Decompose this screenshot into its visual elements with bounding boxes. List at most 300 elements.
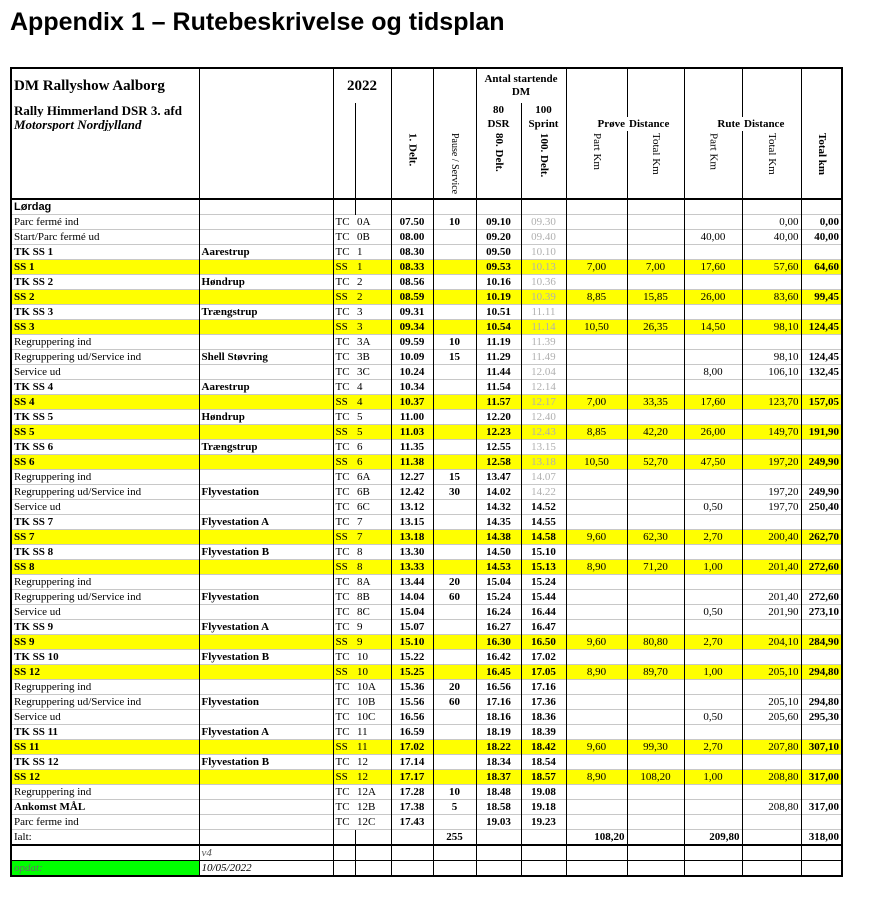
- row-pause: [433, 530, 476, 545]
- row-time-100-delt: 15.13: [521, 560, 566, 575]
- row-time-1-delt: 17.43: [391, 815, 433, 830]
- row-time-80-delt: 18.58: [476, 800, 521, 815]
- table-row: [11, 560, 842, 575]
- row-pause: [433, 395, 476, 410]
- row-rute-part-km: 14,50: [684, 320, 742, 335]
- row-pause: 30: [433, 485, 476, 500]
- row-pause: [433, 665, 476, 680]
- row-time-1-delt: 13.15: [391, 515, 433, 530]
- row-control-no: 11: [355, 740, 391, 755]
- row-prove-part-km: [566, 590, 627, 605]
- table-row: [11, 620, 842, 635]
- row-name: Regruppering ind: [11, 575, 199, 590]
- row-pause: [433, 755, 476, 770]
- row-prove-total-km: [627, 470, 684, 485]
- row-time-1-delt: 08.33: [391, 260, 433, 275]
- row-rute-total-km: 197,20: [742, 455, 801, 470]
- row-prove-total-km: 15,85: [627, 290, 684, 305]
- row-prove-total-km: [627, 650, 684, 665]
- totals-label: Ialt:: [11, 830, 199, 846]
- row-rute-part-km: [684, 815, 742, 830]
- row-time-80-delt: 11.29: [476, 350, 521, 365]
- row-control-no: 4: [355, 380, 391, 395]
- table-row: [11, 500, 842, 515]
- updated-label: opdat:: [11, 861, 199, 877]
- row-total-km: [801, 755, 842, 770]
- row-time-80-delt: 12.58: [476, 455, 521, 470]
- totals-prove: 108,20: [566, 830, 627, 846]
- row-control-type: TC: [333, 515, 355, 530]
- col-total-km-1: Total Km: [650, 133, 662, 175]
- row-rute-part-km: [684, 575, 742, 590]
- row-rute-part-km: 26,00: [684, 290, 742, 305]
- row-total-km: [801, 680, 842, 695]
- row-time-1-delt: 15.07: [391, 620, 433, 635]
- row-time-100-delt: 12.14: [521, 380, 566, 395]
- row-pause: 10: [433, 335, 476, 350]
- row-pause: [433, 770, 476, 785]
- row-total-km: 272,60: [801, 590, 842, 605]
- row-time-80-delt: 11.57: [476, 395, 521, 410]
- row-name: SS 3: [11, 320, 199, 335]
- row-name: SS 5: [11, 425, 199, 440]
- row-rute-total-km: [742, 650, 801, 665]
- row-time-80-delt: 12.20: [476, 410, 521, 425]
- row-prove-part-km: 10,50: [566, 455, 627, 470]
- row-location: Flyvestation B: [199, 755, 333, 770]
- row-rute-part-km: 0,50: [684, 605, 742, 620]
- row-control-no: 2: [355, 275, 391, 290]
- row-time-1-delt: 09.59: [391, 335, 433, 350]
- table-row: [11, 485, 842, 500]
- row-rute-total-km: [742, 245, 801, 260]
- table-row: [11, 290, 842, 305]
- row-control-type: SS: [333, 740, 355, 755]
- row-time-80-delt: 12.55: [476, 440, 521, 455]
- table-row: [11, 695, 842, 710]
- row-rute-total-km: 106,10: [742, 365, 801, 380]
- row-name: TK SS 9: [11, 620, 199, 635]
- row-time-80-delt: 18.37: [476, 770, 521, 785]
- row-total-km: [801, 275, 842, 290]
- row-control-no: 8: [355, 560, 391, 575]
- row-time-80-delt: 10.19: [476, 290, 521, 305]
- totals-rute: 209,80: [684, 830, 742, 846]
- row-time-100-delt: 12.43: [521, 425, 566, 440]
- row-control-no: 3C: [355, 365, 391, 380]
- row-time-100-delt: 17.05: [521, 665, 566, 680]
- row-rute-part-km: [684, 785, 742, 800]
- row-control-type: TC: [333, 485, 355, 500]
- row-control-type: TC: [333, 590, 355, 605]
- row-control-no: 12: [355, 770, 391, 785]
- row-pause: [433, 320, 476, 335]
- row-control-type: TC: [333, 710, 355, 725]
- row-prove-part-km: [566, 815, 627, 830]
- dsr-label: DSR: [476, 117, 521, 131]
- row-time-1-delt: 08.30: [391, 245, 433, 260]
- table-row: [11, 785, 842, 800]
- row-time-100-delt: 10.10: [521, 245, 566, 260]
- row-location: [199, 575, 333, 590]
- row-prove-part-km: [566, 350, 627, 365]
- row-prove-part-km: [566, 515, 627, 530]
- row-prove-part-km: [566, 710, 627, 725]
- row-time-1-delt: 15.36: [391, 680, 433, 695]
- row-prove-part-km: [566, 440, 627, 455]
- row-rute-part-km: 47,50: [684, 455, 742, 470]
- row-control-type: TC: [333, 380, 355, 395]
- row-prove-total-km: [627, 590, 684, 605]
- row-time-100-delt: 11.49: [521, 350, 566, 365]
- row-location: [199, 635, 333, 650]
- row-location: [199, 770, 333, 785]
- row-time-100-delt: 15.44: [521, 590, 566, 605]
- row-time-80-delt: 19.03: [476, 815, 521, 830]
- row-prove-total-km: 62,30: [627, 530, 684, 545]
- row-control-type: TC: [333, 815, 355, 830]
- row-rute-part-km: [684, 695, 742, 710]
- row-control-type: TC: [333, 680, 355, 695]
- row-time-80-delt: 11.19: [476, 335, 521, 350]
- row-time-100-delt: 14.07: [521, 470, 566, 485]
- row-prove-part-km: [566, 575, 627, 590]
- row-time-1-delt: 09.34: [391, 320, 433, 335]
- row-prove-part-km: [566, 365, 627, 380]
- row-time-1-delt: 10.34: [391, 380, 433, 395]
- row-rute-total-km: [742, 575, 801, 590]
- table-row: [11, 740, 842, 755]
- row-prove-part-km: [566, 500, 627, 515]
- row-time-80-delt: 13.47: [476, 470, 521, 485]
- row-rute-total-km: 40,00: [742, 230, 801, 245]
- row-prove-total-km: [627, 410, 684, 425]
- version: v4: [199, 845, 333, 861]
- row-rute-part-km: 1,00: [684, 560, 742, 575]
- row-time-100-delt: 19.08: [521, 785, 566, 800]
- row-time-100-delt: 16.47: [521, 620, 566, 635]
- row-rute-total-km: [742, 410, 801, 425]
- row-time-1-delt: 17.14: [391, 755, 433, 770]
- row-control-no: 12A: [355, 785, 391, 800]
- row-total-km: 99,45: [801, 290, 842, 305]
- row-control-type: SS: [333, 260, 355, 275]
- row-location: Flyvestation: [199, 485, 333, 500]
- row-total-km: [801, 335, 842, 350]
- row-control-type: TC: [333, 365, 355, 380]
- row-prove-total-km: 71,20: [627, 560, 684, 575]
- row-location: [199, 455, 333, 470]
- row-control-type: SS: [333, 665, 355, 680]
- row-control-no: 6C: [355, 500, 391, 515]
- row-total-km: [801, 380, 842, 395]
- row-time-100-delt: 17.16: [521, 680, 566, 695]
- row-control-no: 6: [355, 455, 391, 470]
- row-total-km: 250,40: [801, 500, 842, 515]
- row-prove-total-km: [627, 245, 684, 260]
- row-time-100-delt: 14.52: [521, 500, 566, 515]
- row-pause: [433, 620, 476, 635]
- row-control-no: 10C: [355, 710, 391, 725]
- row-rute-total-km: 123,70: [742, 395, 801, 410]
- row-location: Flyvestation B: [199, 545, 333, 560]
- row-prove-part-km: [566, 230, 627, 245]
- row-pause: [433, 425, 476, 440]
- row-pause: [433, 710, 476, 725]
- row-control-no: 4: [355, 395, 391, 410]
- row-rute-total-km: 205,60: [742, 710, 801, 725]
- row-time-100-delt: 18.39: [521, 725, 566, 740]
- row-control-no: 9: [355, 635, 391, 650]
- row-name: Service ud: [11, 605, 199, 620]
- row-control-type: TC: [333, 410, 355, 425]
- row-control-type: SS: [333, 635, 355, 650]
- row-rute-part-km: [684, 515, 742, 530]
- row-prove-total-km: [627, 275, 684, 290]
- row-name: Regruppering ud/Service ind: [11, 590, 199, 605]
- row-time-100-delt: 15.24: [521, 575, 566, 590]
- row-prove-total-km: [627, 230, 684, 245]
- row-total-km: [801, 815, 842, 830]
- row-name: TK SS 12: [11, 755, 199, 770]
- row-control-no: 10: [355, 665, 391, 680]
- row-rute-part-km: [684, 350, 742, 365]
- row-prove-part-km: [566, 620, 627, 635]
- row-rute-total-km: 98,10: [742, 320, 801, 335]
- row-pause: [433, 815, 476, 830]
- row-time-1-delt: 13.12: [391, 500, 433, 515]
- row-control-no: 12: [355, 755, 391, 770]
- row-control-no: 3B: [355, 350, 391, 365]
- row-location: [199, 365, 333, 380]
- row-name: Parc fermé ind: [11, 215, 199, 230]
- table-row: [11, 815, 842, 830]
- row-rute-total-km: [742, 755, 801, 770]
- row-prove-part-km: [566, 695, 627, 710]
- row-location: Trængstrup: [199, 305, 333, 320]
- table-row: [11, 320, 842, 335]
- row-control-type: TC: [333, 755, 355, 770]
- event-name: DM Rallyshow Aalborg: [14, 77, 165, 94]
- row-name: Regruppering ind: [11, 335, 199, 350]
- row-prove-total-km: 89,70: [627, 665, 684, 680]
- table-row: [11, 710, 842, 725]
- row-pause: [433, 455, 476, 470]
- row-pause: [433, 515, 476, 530]
- row-total-km: [801, 575, 842, 590]
- table-row: [11, 305, 842, 320]
- row-prove-total-km: 7,00: [627, 260, 684, 275]
- row-total-km: 191,90: [801, 425, 842, 440]
- row-rute-total-km: 83,60: [742, 290, 801, 305]
- row-total-km: 124,45: [801, 320, 842, 335]
- table-row: [11, 470, 842, 485]
- row-rute-total-km: 197,70: [742, 500, 801, 515]
- row-pause: [433, 410, 476, 425]
- row-name: SS 9: [11, 635, 199, 650]
- row-prove-part-km: [566, 215, 627, 230]
- totals-km: 318,00: [801, 830, 842, 846]
- row-time-1-delt: 15.25: [391, 665, 433, 680]
- row-prove-total-km: 80,80: [627, 635, 684, 650]
- row-control-type: TC: [333, 785, 355, 800]
- row-time-100-delt: 14.55: [521, 515, 566, 530]
- table-row: [11, 665, 842, 680]
- table-row: [11, 395, 842, 410]
- row-rute-total-km: [742, 620, 801, 635]
- row-control-type: TC: [333, 800, 355, 815]
- row-rute-total-km: [742, 275, 801, 290]
- row-time-1-delt: 08.56: [391, 275, 433, 290]
- row-name: Ankomst MÅL: [11, 800, 199, 815]
- row-time-80-delt: 09.20: [476, 230, 521, 245]
- row-time-100-delt: 12.40: [521, 410, 566, 425]
- row-rute-total-km: 207,80: [742, 740, 801, 755]
- row-control-type: TC: [333, 275, 355, 290]
- row-total-km: [801, 305, 842, 320]
- row-rute-total-km: 98,10: [742, 350, 801, 365]
- row-rute-total-km: [742, 380, 801, 395]
- row-time-1-delt: 13.18: [391, 530, 433, 545]
- row-control-no: 6B: [355, 485, 391, 500]
- row-prove-part-km: 9,60: [566, 635, 627, 650]
- row-control-no: 11: [355, 725, 391, 740]
- table-row: [11, 545, 842, 560]
- row-control-no: 5: [355, 425, 391, 440]
- row-location: [199, 470, 333, 485]
- row-time-1-delt: 12.27: [391, 470, 433, 485]
- row-location: [199, 230, 333, 245]
- row-control-type: TC: [333, 350, 355, 365]
- row-time-1-delt: 16.56: [391, 710, 433, 725]
- row-total-km: [801, 470, 842, 485]
- row-control-no: 6A: [355, 470, 391, 485]
- row-rute-part-km: 2,70: [684, 740, 742, 755]
- row-name: SS 6: [11, 455, 199, 470]
- row-name: TK SS 5: [11, 410, 199, 425]
- row-name: Service ud: [11, 365, 199, 380]
- row-control-type: TC: [333, 605, 355, 620]
- row-control-no: 12B: [355, 800, 391, 815]
- row-prove-part-km: [566, 245, 627, 260]
- row-total-km: [801, 620, 842, 635]
- row-prove-part-km: 8,90: [566, 560, 627, 575]
- distance-label-1: Distance: [629, 117, 670, 130]
- row-rute-total-km: [742, 785, 801, 800]
- row-control-no: 3: [355, 305, 391, 320]
- row-time-100-delt: 19.18: [521, 800, 566, 815]
- row-rute-part-km: [684, 680, 742, 695]
- row-prove-total-km: 42,20: [627, 425, 684, 440]
- row-location: Aarestrup: [199, 380, 333, 395]
- row-rute-part-km: [684, 545, 742, 560]
- row-prove-total-km: [627, 215, 684, 230]
- table-row: [11, 650, 842, 665]
- row-rute-total-km: [742, 680, 801, 695]
- row-prove-part-km: [566, 470, 627, 485]
- row-prove-part-km: [566, 275, 627, 290]
- row-pause: [433, 440, 476, 455]
- row-prove-total-km: [627, 335, 684, 350]
- row-time-1-delt: 17.02: [391, 740, 433, 755]
- row-time-80-delt: 09.10: [476, 215, 521, 230]
- row-name: TK SS 6: [11, 440, 199, 455]
- row-location: [199, 710, 333, 725]
- row-prove-total-km: [627, 785, 684, 800]
- row-location: [199, 215, 333, 230]
- row-pause: [433, 725, 476, 740]
- row-control-no: 2: [355, 290, 391, 305]
- row-pause: [433, 245, 476, 260]
- row-time-1-delt: 10.37: [391, 395, 433, 410]
- row-name: TK SS 7: [11, 515, 199, 530]
- row-prove-total-km: 108,20: [627, 770, 684, 785]
- row-location: Flyvestation A: [199, 620, 333, 635]
- row-rute-total-km: 197,20: [742, 485, 801, 500]
- row-name: SS 2: [11, 290, 199, 305]
- row-rute-part-km: 2,70: [684, 530, 742, 545]
- row-location: [199, 785, 333, 800]
- prove-label: Prøve: [566, 117, 627, 131]
- row-time-100-delt: 17.02: [521, 650, 566, 665]
- row-total-km: 132,45: [801, 365, 842, 380]
- row-control-no: 8A: [355, 575, 391, 590]
- row-rute-total-km: [742, 515, 801, 530]
- row-total-km: 294,80: [801, 695, 842, 710]
- row-name: SS 8: [11, 560, 199, 575]
- row-time-80-delt: 16.56: [476, 680, 521, 695]
- row-control-no: 10B: [355, 695, 391, 710]
- row-time-80-delt: 16.30: [476, 635, 521, 650]
- row-prove-total-km: [627, 485, 684, 500]
- row-prove-part-km: [566, 380, 627, 395]
- row-time-1-delt: 08.59: [391, 290, 433, 305]
- row-rute-total-km: [742, 335, 801, 350]
- row-time-1-delt: 15.10: [391, 635, 433, 650]
- row-pause: [433, 305, 476, 320]
- row-time-80-delt: 14.32: [476, 500, 521, 515]
- row-time-1-delt: 16.59: [391, 725, 433, 740]
- row-total-km: 272,60: [801, 560, 842, 575]
- row-location: Flyvestation A: [199, 725, 333, 740]
- row-rute-part-km: [684, 410, 742, 425]
- row-prove-total-km: [627, 800, 684, 815]
- row-pause: 15: [433, 350, 476, 365]
- row-rute-total-km: 149,70: [742, 425, 801, 440]
- row-total-km: [801, 650, 842, 665]
- row-pause: 15: [433, 470, 476, 485]
- row-total-km: 307,10: [801, 740, 842, 755]
- row-control-type: TC: [333, 575, 355, 590]
- row-control-no: 8C: [355, 605, 391, 620]
- row-rute-part-km: [684, 620, 742, 635]
- row-prove-part-km: [566, 650, 627, 665]
- row-prove-total-km: [627, 710, 684, 725]
- row-prove-total-km: 33,35: [627, 395, 684, 410]
- row-pause: [433, 560, 476, 575]
- table-row: [11, 515, 842, 530]
- row-time-100-delt: 18.36: [521, 710, 566, 725]
- row-time-100-delt: 12.17: [521, 395, 566, 410]
- row-location: [199, 290, 333, 305]
- row-location: [199, 500, 333, 515]
- row-rute-part-km: [684, 485, 742, 500]
- row-location: Aarestrup: [199, 245, 333, 260]
- row-time-1-delt: 14.04: [391, 590, 433, 605]
- row-time-80-delt: 10.54: [476, 320, 521, 335]
- row-pause: 10: [433, 215, 476, 230]
- row-prove-part-km: 9,60: [566, 740, 627, 755]
